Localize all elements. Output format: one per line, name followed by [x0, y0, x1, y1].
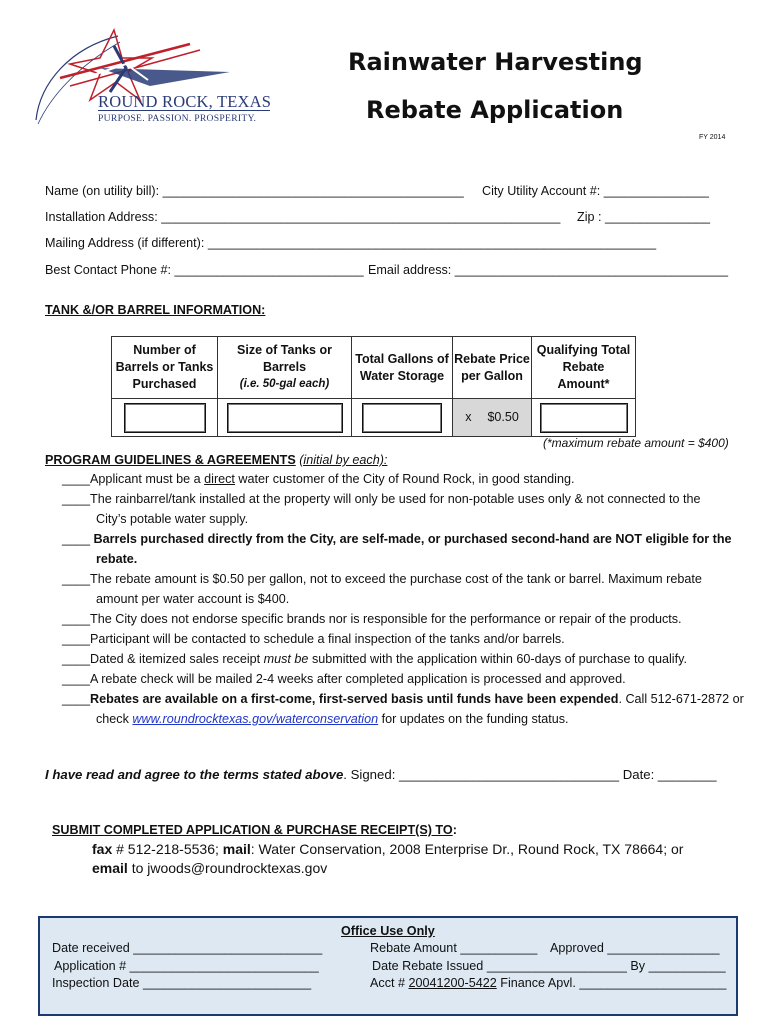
- logo-city-name: ROUND ROCK, TEXAS: [98, 92, 272, 111]
- submit-heading: SUBMIT COMPLETED APPLICATION & PURCHASE RECEIPT(S) TO:: [52, 823, 457, 837]
- rebate-amount-field[interactable]: Rebate Amount ___________: [370, 941, 538, 955]
- agreement-line[interactable]: I have read and agree to the terms stated above. Signed: ______________________________ Date: ________: [45, 767, 717, 782]
- tank-table: [111, 336, 636, 437]
- cell-qualifying: [532, 399, 636, 437]
- number-input[interactable]: [124, 403, 206, 433]
- logo-divider: [98, 110, 270, 111]
- qualifying-total-input[interactable]: [540, 403, 628, 433]
- water-conservation-link[interactable]: www.roundrocktexas.gov/waterconservation: [132, 712, 379, 726]
- price-value: $0.50: [487, 410, 519, 424]
- cell-price: [453, 399, 532, 437]
- header-number: Number of Barrels or Tanks Purchased: [112, 337, 218, 399]
- guideline-8: ____A rebate check will be mailed 2-4 weeks after completed application is processed and approved.: [62, 672, 626, 686]
- size-input[interactable]: [227, 403, 343, 433]
- title-line-1: Rainwater Harvesting: [348, 48, 643, 76]
- initial-blank[interactable]: ____: [62, 612, 91, 626]
- initial-blank[interactable]: ____: [62, 572, 91, 586]
- guideline-1: ____Applicant must be a direct water customer of the City of Round Rock, in good standing.: [62, 472, 575, 486]
- cell-number: [112, 399, 218, 437]
- email-field[interactable]: Email address: _______________________________________: [368, 263, 728, 277]
- initial-blank[interactable]: ____: [62, 632, 91, 646]
- guidelines-heading: PROGRAM GUIDELINES & AGREEMENTS (initial by each):: [45, 453, 388, 467]
- installation-address-field[interactable]: Installation Address: _________________________________________________________: [45, 210, 561, 224]
- cell-size: [218, 399, 352, 437]
- guideline-3-cont: rebate.: [96, 552, 138, 566]
- initial-blank[interactable]: ____: [62, 472, 91, 486]
- phone-field[interactable]: Best Contact Phone #: ___________________________: [45, 263, 364, 277]
- date-received-field[interactable]: Date received ___________________________: [52, 941, 323, 955]
- title-line-2: Rebate Application: [366, 96, 624, 124]
- date-issued-field[interactable]: Date Rebate Issued ____________________ By ___________: [372, 959, 726, 973]
- guideline-7: ____Dated & itemized sales receipt must be submitted with the application within 60-days of purchase to qualify.: [62, 652, 687, 666]
- guideline-5: ____The City does not endorse specific brands nor is responsible for the performance or repair of the products.: [62, 612, 682, 626]
- round-rock-logo: [30, 28, 272, 138]
- guideline-9-cont: check www.roundrocktexas.gov/waterconservation for updates on the funding status.: [96, 712, 569, 726]
- tank-section-heading: TANK &/OR BARREL INFORMATION:: [45, 303, 266, 317]
- submit-fax-mail: fax # 512-218-5536; mail: Water Conservation, 2008 Enterprise Dr., Round Rock, TX 78664; or: [92, 841, 684, 857]
- initial-blank[interactable]: ____: [62, 652, 91, 666]
- guideline-2-cont: City’s potable water supply.: [96, 512, 249, 526]
- header-total-gallons: Total Gallons of Water Storage: [352, 337, 453, 399]
- header-size: Size of Tanks or Barrels (i.e. 50-gal each): [218, 337, 352, 399]
- initial-blank[interactable]: ____: [62, 532, 91, 546]
- header-qualifying-total: Qualifying Total Rebate Amount*: [532, 337, 636, 399]
- max-rebate-note: (*maximum rebate amount = $400): [543, 436, 729, 450]
- office-use-box: [38, 916, 738, 1016]
- logo-tagline: PURPOSE. PASSION. PROSPERITY.: [98, 113, 257, 124]
- initial-blank[interactable]: ____: [62, 692, 91, 706]
- total-gallons-input[interactable]: [362, 403, 442, 433]
- zip-field[interactable]: Zip : _______________: [577, 210, 711, 224]
- cell-total: [352, 399, 453, 437]
- header-rebate-price: Rebate Price per Gallon: [453, 337, 532, 399]
- office-use-heading: Office Use Only: [341, 924, 435, 938]
- inspection-date-field[interactable]: Inspection Date ________________________: [52, 976, 312, 990]
- initial-blank[interactable]: ____: [62, 672, 91, 686]
- acct-line: Acct # 20041200-5422 Finance Apvl. _____________________: [370, 976, 727, 990]
- fiscal-year: FY 2014: [699, 134, 726, 141]
- guideline-2: ____The rainbarrel/tank installed at the property will only be used for non-potable uses only & not connected to the: [62, 492, 701, 506]
- guideline-4: ____The rebate amount is $0.50 per gallon, not to exceed the purchase cost of the tank or barrel. Maximum rebate: [62, 572, 702, 586]
- guideline-3: ____ Barrels purchased directly from the City, are self-made, or purchased second-hand are NOT eligible for the: [62, 532, 732, 546]
- approved-field[interactable]: Approved ________________: [550, 941, 720, 955]
- guideline-9: ____Rebates are available on a first-come, first-served basis until funds have been expended. Call 512-671-2872 or: [62, 692, 744, 706]
- application-number-field[interactable]: Application # ___________________________: [54, 959, 319, 973]
- multiply-sign: x: [465, 410, 472, 424]
- name-field[interactable]: Name (on utility bill): ___________________________________________: [45, 184, 464, 198]
- guideline-6: ____Participant will be contacted to schedule a final inspection of the tanks and/or barrels.: [62, 632, 565, 646]
- mailing-address-field[interactable]: Mailing Address (if different): ________________________________________________________________: [45, 236, 657, 250]
- account-field[interactable]: City Utility Account #: _______________: [482, 184, 709, 198]
- guideline-4-cont: amount per water account is $400.: [96, 592, 290, 606]
- initial-blank[interactable]: ____: [62, 492, 91, 506]
- submit-email: email to jwoods@roundrocktexas.gov: [92, 860, 328, 876]
